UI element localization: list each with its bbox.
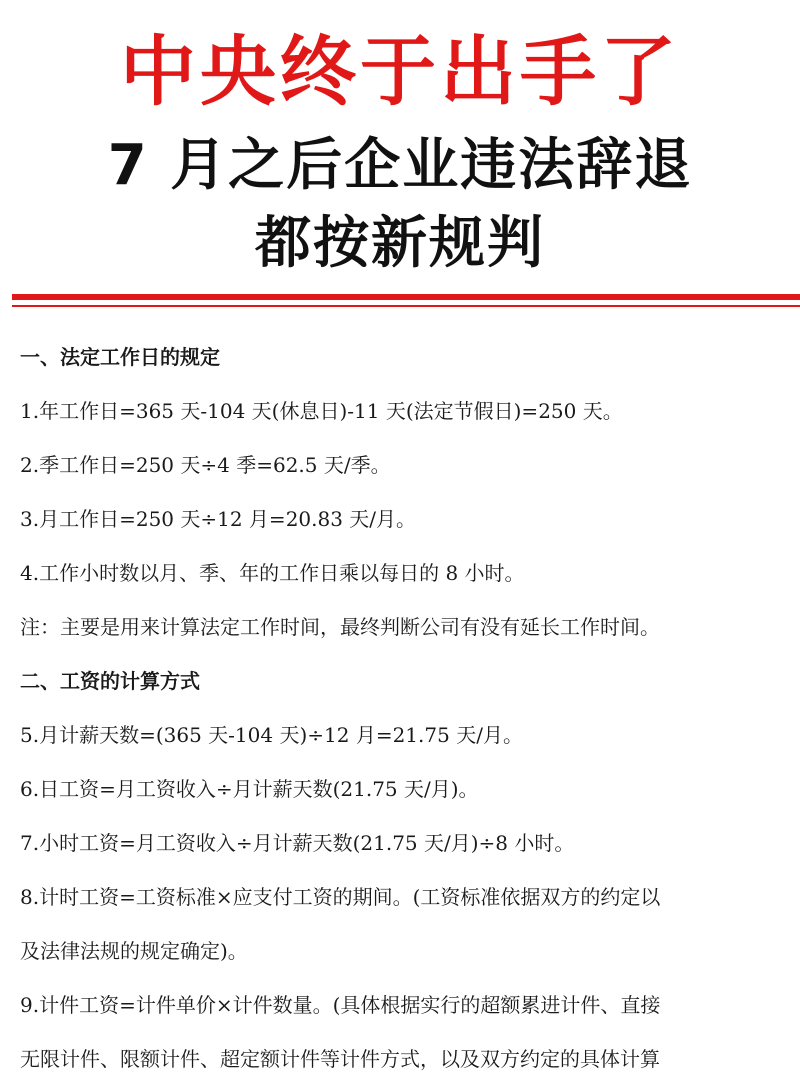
paragraph-line: 2.季工作日=250 天÷4 季=62.5 天/季。 [20,453,391,477]
paragraph-line: 4.工作小时数以月、季、年的工作日乘以每日的 8 小时。 [20,561,525,585]
article-body [20,330,790,1086]
section-heading-workdays: 一、法定工作日的规定 [20,345,220,369]
paragraph-line: 1.年工作日=365 天-104 天(休息日)-11 天(法定节假日)=250 天。 [20,399,623,423]
paragraph-line: 8.计时工资=工资标准×应支付工资的期间。(工资标准依据双方的约定以 [20,885,661,909]
paragraph-line: 7.小时工资=月工资收入÷月计薪天数(21.75 天/月)÷8 小时。 [20,831,575,855]
poster-header [0,0,800,300]
paragraph-line: 9.计件工资=计件单价×计件数量。(具体根据实行的超额累进计件、直接 [20,993,661,1017]
section-heading-salary: 二、工资的计算方式 [20,669,200,693]
headline-red: 中央终于出手了 [120,27,680,116]
headline-line-1: 7 月之后企业违法辞退 [107,133,693,198]
headline-line-2: 都按新规判 [255,211,545,276]
paragraph-line: 6.日工资=月工资收入÷月计薪天数(21.75 天/月)。 [20,777,479,801]
note-line: 注：主要是用来计算法定工作时间，最终判断公司有没有延长工作时间。 [20,615,660,639]
divider-thick [12,294,800,300]
divider-thin [12,305,800,307]
paragraph-line: 3.月工作日=250 天÷12 月=20.83 天/月。 [20,507,417,531]
paragraph-line: 及法律法规的规定确定)。 [20,939,248,963]
paragraph-line: 5.月计薪天数=(365 天-104 天)÷12 月=21.75 天/月。 [20,723,523,747]
paragraph-line: 无限计件、限额计件、超定额计件等计件方式，以及双方约定的具体计算 [20,1047,660,1071]
